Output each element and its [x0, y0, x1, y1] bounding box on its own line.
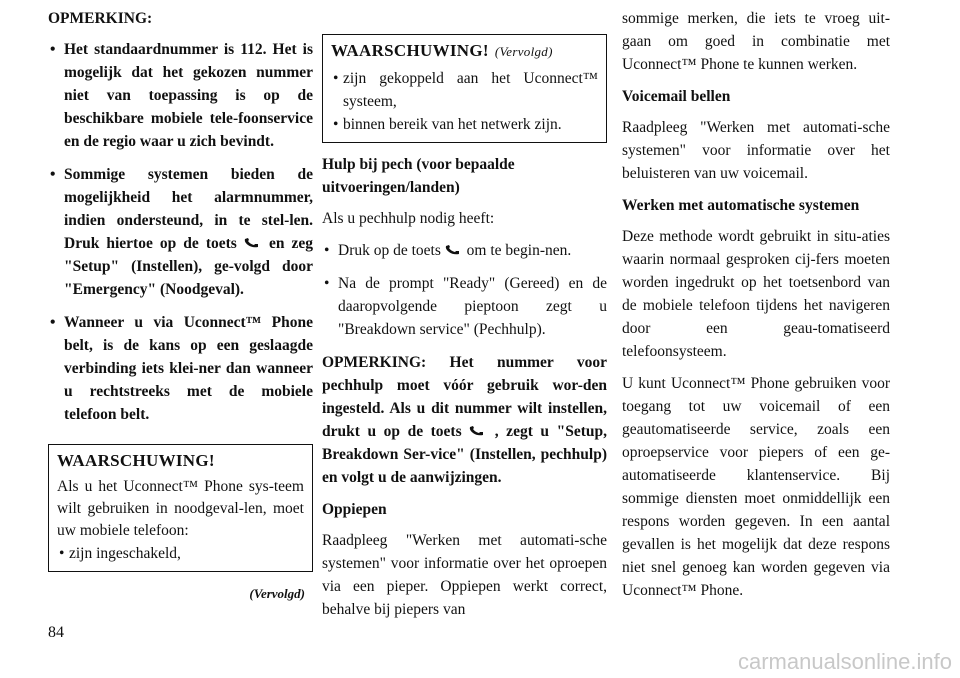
- paragraph: Raadpleeg "Werken met automati-sche systemen" voor informatie over het beluisteren van uw voicemail.: [622, 119, 890, 182]
- warning-title: WAARSCHUWING!: [331, 41, 489, 60]
- paragraph: sommige merken, die iets te vroeg uit-gaan om goed in combinatie met Uconnect™ Phone te kunnen werken.: [622, 10, 890, 73]
- note-list: [48, 38, 313, 426]
- paragraph: Deze methode wordt gebruikt in situ-aties waarin normaal gesproken cij-fers moeten worden ingedrukt op het toetsenbord van de mobiele telefoon tijdens het navigeren door een geau-tomatiseerd telefoonsysteem.: [622, 228, 890, 360]
- warning-text: Als u het Uconnect™ Phone sys-teem wilt gebruiken in noodgeval-len, moet uw mobiele telefoon:: [57, 478, 304, 539]
- list-item: • zijn ingeschakeld,: [57, 542, 304, 565]
- note-heading: OPMERKING:: [48, 10, 153, 27]
- warning-box-continued: [322, 34, 607, 143]
- list-item: • Het standaardnummer is 112. Het is mogelijk dat het gekozen nummer niet van toepassing is op de beschikbare mobiele tele-foonservice en de regio waar u zich bevindt.: [48, 38, 313, 153]
- continued-label: (Vervolgd): [249, 586, 305, 601]
- paragraph: U kunt Uconnect™ Phone gebruiken voor toegang tot uw voicemail of een geautomatiseerde service, zoals een oproepservice voor piepers of een ge-automatiseerde klantenservice. Bij sommige diensten moet onmiddellijk een respons worden gegeven. In een aantal gevallen is het mogelijk dat deze respons niet snel genoeg kan worden gegeven via Uconnect™ Phone.: [622, 375, 890, 599]
- phone-icon: [244, 238, 259, 249]
- phone-icon: [469, 426, 484, 437]
- watermark: carmanualsonline.info: [737, 649, 952, 674]
- warning-box: [48, 444, 313, 572]
- page-number: 84: [48, 624, 64, 641]
- section-heading: Oppiepen: [322, 501, 387, 518]
- section-heading: Hulp bij pech (voor bepaalde uitvoeringen/landen): [322, 156, 515, 196]
- list-item: • Wanneer u via Uconnect™ Phone belt, is de kans op een geslaagde verbinding iets klei-ner dan wanneer u rechtstreeks met de mobiele telefoon belt.: [48, 311, 313, 426]
- continued-label: (Vervolgd): [494, 44, 553, 59]
- note-paragraph: OPMERKING: Het nummer voor pechhulp moet vóór gebruik wor-den ingesteld. Als u dit nummer wilt instellen, drukt u op de toets , zegt u "Setup, Breakdown Ser-vice" (Instellen, pechhulp) en volgt u de aanwijzingen.: [322, 354, 607, 486]
- list-item: • Na de prompt "Ready" (Gereed) en de daaropvolgende pieptoon zegt u "Breakdown service" (Pechhulp).: [322, 272, 607, 341]
- paragraph: Als u pechhulp nodig heeft:: [322, 210, 495, 227]
- list-item: • Sommige systemen bieden de mogelijkheid het alarmnummer, indien ondersteund, in te stel-len. Druk hiertoe op de toets en zeg "Setup" (Instellen), ge-volgd door "Emergency" (Noodgeval).: [48, 163, 313, 301]
- column-middle: [322, 7, 607, 630]
- phone-icon: [445, 245, 460, 256]
- warning-title: WAARSCHUWING!: [57, 451, 215, 470]
- section-heading: Voicemail bellen: [622, 88, 731, 105]
- list-item: • zijn gekoppeld aan het Uconnect™ systeem,: [331, 67, 598, 113]
- column-right: [622, 7, 890, 611]
- column-left: [48, 7, 313, 605]
- section-heading: Werken met automatische systemen: [622, 197, 860, 214]
- paragraph: Raadpleeg "Werken met automati-sche systemen" voor informatie over het oproepen via een pieper. Oppiepen werkt correct, behalve bij piepers van: [322, 532, 607, 618]
- list-item: • binnen bereik van het netwerk zijn.: [331, 113, 598, 136]
- list-item: • Druk op de toets om te begin-nen.: [322, 239, 607, 262]
